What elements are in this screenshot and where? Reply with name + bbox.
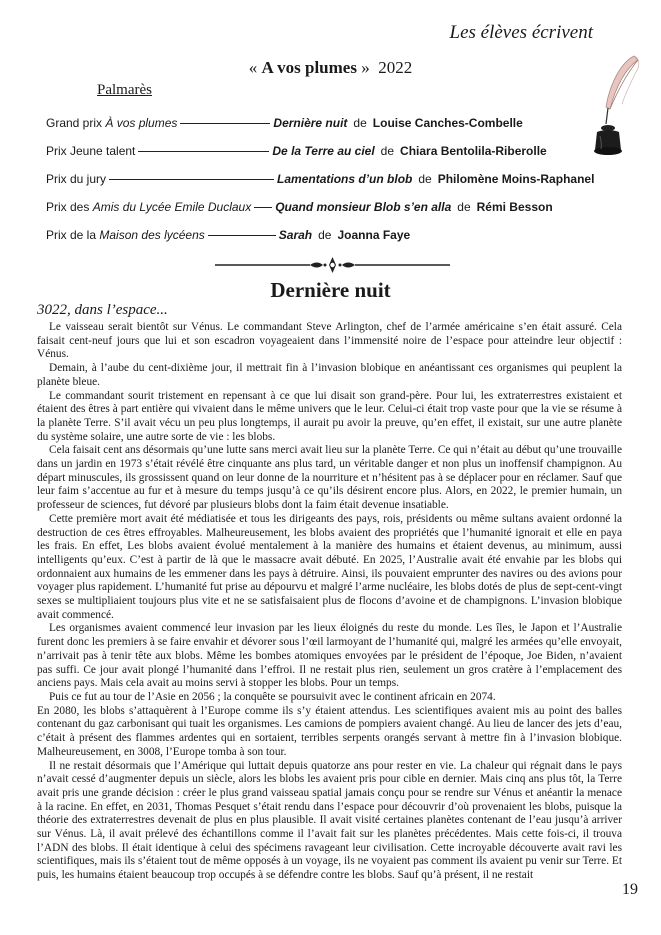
story-title: Dernière nuit bbox=[270, 278, 391, 302]
dash-line bbox=[208, 235, 276, 236]
prize-label: Grand prix À vos plumes bbox=[46, 116, 178, 130]
paragraph: Le commandant sourit tristement en repensant à ce que lui disait son grand-père. Pour lui, les extraterrestres existaient et étaient des êtres à part entière qui vivaient dans le même univers que le leur. Celui-ci était trop vaste pour que la vie se résume à la planète Terre. S’il avait vécu un peu plus longtemps, il aurait pu avoir la preuve, qu’en effet, il existait, sur une autre planète du système solaire, une autre sorte de vie : les blobs. bbox=[37, 389, 622, 443]
contest-year: 2022 bbox=[378, 58, 413, 77]
prize-author: Louise Canches-Combelle bbox=[372, 116, 523, 130]
prize-label: Prix du jury bbox=[46, 172, 107, 186]
palmares-heading: Palmarès bbox=[97, 82, 152, 98]
prize-label: Prix Jeune talent bbox=[46, 144, 136, 158]
prize-work-title: Quand monsieur Blob s’en alla bbox=[275, 200, 452, 214]
prize-label: Prix de la Maison des lycéens bbox=[46, 228, 205, 242]
dash-line bbox=[109, 179, 274, 180]
prize-author: Philomène Moins-Raphanel bbox=[437, 172, 595, 186]
quote-open: « bbox=[248, 58, 258, 77]
section-title: Les élèves écrivent bbox=[449, 22, 593, 43]
prize-work-title: Sarah bbox=[278, 228, 313, 242]
paragraph: Le vaisseau serait bientôt sur Vénus. Le commandant Steve Arlington, chef de l’armée américaine s’en était assuré. Cela faisait cent-neuf jours que lui et son escadron voyageaient dans l’immensité noire de l’espace pour atteindre leur objectif : Vénus. bbox=[37, 321, 622, 361]
page-number: 19 bbox=[622, 881, 638, 898]
prize-row-amis-lycee: Prix des Amis du Lycée Emile Duclaux Quand monsieur Blob s’en alla de Rémi Besson bbox=[46, 200, 553, 214]
paragraph: Cela faisait cent ans désormais qu’une lutte sans merci avait lieu sur la planète Terre. Ce qui n’était au début qu’une trouvaille dans un jardin en 1973 s’était révélé être cinquante ans plus tard, un véritable danger et non plus un inoffensif champignon. Au départ minuscules, ils grossissent quand on leur donne de la nourriture et n’hésitent pas à se déplacer pour en réclamer. Sauf que leur faim s’accentue au fur et à mesure du temps jusqu’à ce qu’ils désirent encore plus. Alors, en 2022, le premier humain, un professeur de sciences, fut dévoré par plusieurs blobs dont la faim était devenue insatiable. bbox=[37, 444, 622, 512]
dash-line bbox=[138, 151, 269, 152]
story-body bbox=[37, 321, 622, 883]
prize-row-maison-lyceens: Prix de la Maison des lycéens Sarah de Joanna Faye bbox=[46, 228, 411, 242]
paragraph: Il ne restait désormais que l’Amérique qui luttait depuis quatorze ans pour rester en vie. La chaleur qui régnait dans le pays n’avait cessé d’augmenter depuis un siècle, alors les blobs les avaient pris pour cible en dernier. Mais cinq ans plus tôt, la Terre avait pris une grande décision : créer le plus grand vaisseau spatial jamais conçu pour se rendre sur Vénus et anéantir la menace à la racine. En effet, en 2031, Thomas Pesquet s’était rendu dans l’espace pour découvrir d’où provenaient les blobs, puisque la théorie des extraterrestres devenait de plus en plus plausible. Il avait visité certaines planètes contenant de l’eau jusqu’à arriver sur Vénus. Là, il avait prélevé des échantillons comme il l’avait fait sur les planètes précédentes. Mais cette fois-ci, il trouva l’ADN des blobs. Il était identique à celui des spécimens ravageant leur civilisation. Cette incroyable découverte avait ravi les scientifiques, mais ils s’étaient tout de même opposés à un voyage, ils ne voyaient pas comment ils avaient pu venir sur Terre. Et puis, les humains étaient beaucoup trop occupés à se défendre contre les blobs. Sauf qu’à présent, il ne restait bbox=[37, 759, 622, 882]
prize-row-grand-prix: Grand prix À vos plumes Dernière nuit de Louise Canches-Combelle bbox=[46, 116, 523, 130]
ornament-divider-icon bbox=[215, 257, 450, 273]
paragraph: Puis ce fut au tour de l’Asie en 2056 ; la conquête se poursuivit avec le continent africain en 2074. bbox=[49, 690, 496, 703]
prize-author: Joanna Faye bbox=[337, 228, 411, 242]
paragraph: En 2080, les blobs s’attaquèrent à l’Europe comme ils s’y étaient attendus. Les scientifiques avaient mis au point des balles contenant du gaz carbonisant qui tuait les organismes. Les camions de pompiers avaient changé. Au lieu de lancer des jets d’eau, c’était à présent des flammes ardentes qui en sortaient, terribles serpents orangés servant à mettre fin à l’invasion blobique. Malheureusement, en 3008, l’Europe tomba à son tour. bbox=[37, 704, 622, 758]
prize-author: Chiara Bentolila-Riberolle bbox=[400, 144, 547, 158]
prize-row-jeune-talent: Prix Jeune talent De la Terre au ciel de Chiara Bentolila-Riberolle bbox=[46, 144, 547, 158]
quote-close: » bbox=[361, 58, 370, 77]
prize-work-title: Dernière nuit bbox=[273, 116, 348, 130]
prize-row-jury: Prix du jury Lamentations d’un blob de Philomène Moins-Raphanel bbox=[46, 172, 595, 186]
contest-title bbox=[0, 58, 661, 78]
paragraph: Demain, à l’aube du cent-dixième jour, il mettrait fin à l’invasion blobique en anéantissant ces organismes qui peuplent la planète bleue. bbox=[37, 362, 622, 388]
paragraph: Les organismes avaient commencé leur invasion par les lieux éloignés du reste du monde. Les îles, le Japon et l’Australie furent donc les premiers à se faire envahir et dévorer sous l’œil larmoyant de l’humanité qui, malgré les armées qu’elle envoyait, n’arrivait pas à tenir tête aux blobs. Même les bombes atomiques envoyées par le président de l’époque, Joe Biden, n’avaient pas suffi. Ce jour avait plongé l’humanité dans l’effroi. Il ne restait plus rien, seulement un gros cratère à l’emplacement des anciens pays. Mais cela avait au moins servi à stopper les blobs. Pour un temps. bbox=[37, 622, 622, 690]
prize-author: Rémi Besson bbox=[476, 200, 553, 214]
prize-work-title: Lamentations d’un blob bbox=[277, 172, 413, 186]
dash-line bbox=[254, 207, 272, 208]
quill-inkwell-icon bbox=[582, 52, 642, 162]
prize-label: Prix des Amis du Lycée Emile Duclaux bbox=[46, 200, 252, 214]
prize-work-title: De la Terre au ciel bbox=[272, 144, 375, 158]
dash-line bbox=[180, 123, 270, 124]
story-subtitle: 3022, dans l’espace... bbox=[37, 302, 168, 318]
contest-name: A vos plumes bbox=[261, 58, 357, 77]
paragraph: Cette première mort avait été médiatisée et tous les dirigeants des pays, rois, présidents ou même sultans avaient ordonné la destruction de ces êtres effroyables. Malheureusement, les blobs avaient des propriétés que l’humanité ignorait et elle en paya les frais. En effet, Les blobs avaient évolué mentalement à la manière des humains et étaient devenus, au minimum, aussi intelligents qu’eux. C’est à partir de là que le massacre avait débuté. En 2025, l’Australie avait été envahie par les blobs qui ordonnaient aux humains de les emmener dans les pays à détruire. Ainsi, ils pouvaient emprunter des navires ou des avions pour voyager plus rapidement. L’humanité fut prise au dépourvu et malgré l’arme nucléaire, les blobs dotés de plus de sept-cent-vingt sexes se multipliaient toujours plus vite et ne se satisfaisaient plus de flocons d’avoine et de champignons. L’invasion blobique avait commencé. bbox=[37, 512, 622, 621]
